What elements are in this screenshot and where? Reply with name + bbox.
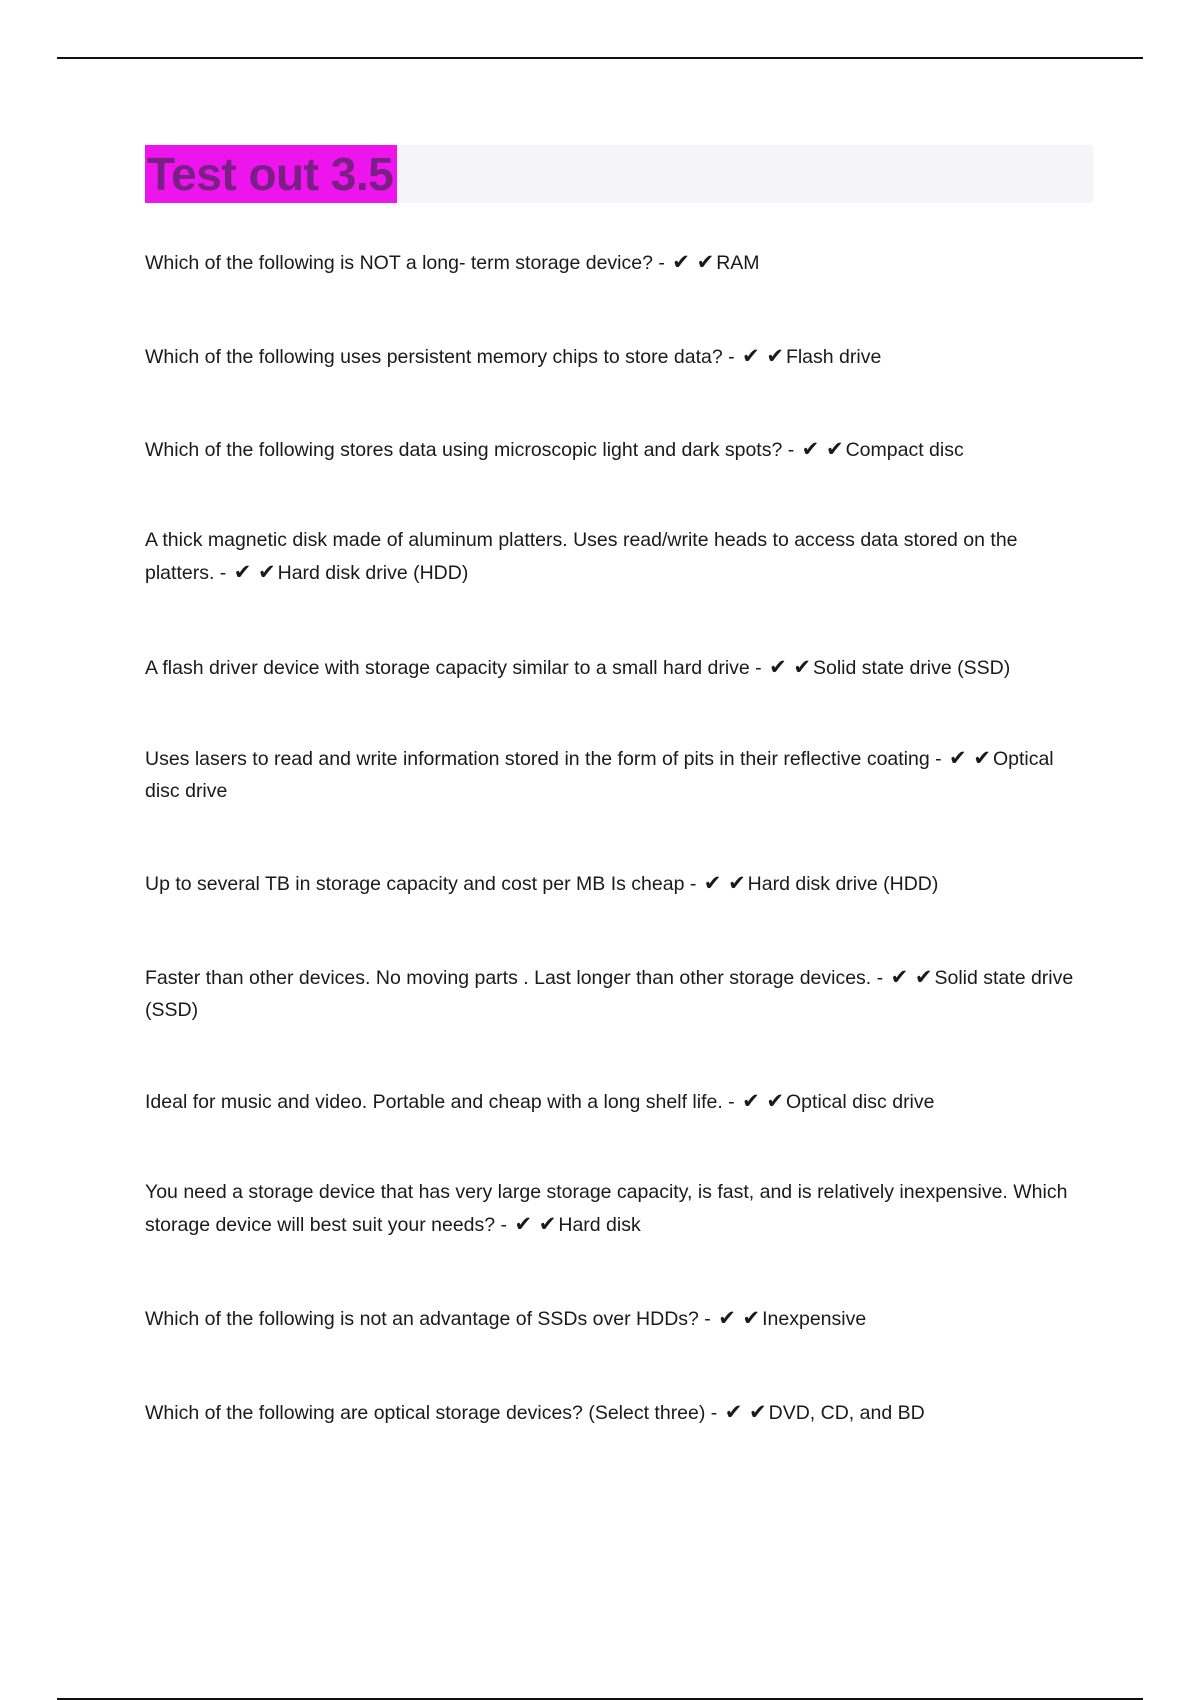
double-check-icon: [672, 250, 714, 274]
question-text: A thick magnetic disk made of aluminum platters. Uses read/write heads to access data stored on the platters.: [145, 529, 1018, 584]
separator: -: [214, 562, 232, 584]
question-text: Uses lasers to read and write information stored in the form of pits in their reflective coating: [145, 748, 930, 770]
check-icon: ✔: [538, 1212, 557, 1236]
check-icon: ✔: [766, 344, 784, 368]
check-icon: ✔: [258, 560, 276, 584]
check-icon: ✔: [742, 1306, 761, 1330]
check-icon: ✔: [825, 437, 844, 461]
double-check-icon: [949, 746, 991, 770]
separator: -: [652, 252, 671, 274]
answer-text: Hard disk drive (HDD): [277, 562, 469, 584]
check-icon: ✔: [233, 560, 252, 584]
check-icon: ✔: [949, 746, 967, 770]
qa-item: [145, 1302, 1085, 1335]
double-check-icon: [891, 965, 933, 989]
answer-text: DVD, CD, and BD: [768, 1402, 925, 1424]
qa-item: [145, 651, 1085, 684]
double-check-icon: [742, 344, 784, 368]
check-icon: ✔: [724, 1400, 743, 1424]
question-text: A flash driver device with storage capacity similar to a small hard drive: [145, 657, 750, 679]
qa-item: [145, 340, 1085, 373]
check-icon: ✔: [769, 655, 787, 679]
answer-text: Solid state drive (SSD): [813, 657, 1011, 679]
check-icon: ✔: [742, 344, 760, 368]
question-text: Which of the following is not an advantage of SSDs over HDDs?: [145, 1308, 699, 1330]
question-text: Ideal for music and video. Portable and cheap with a long shelf life.: [145, 1091, 723, 1113]
question-text: Which of the following stores data using microscopic light and dark spots?: [145, 439, 783, 461]
separator: -: [782, 439, 800, 461]
question-text: Which of the following are optical storage devices? (Select three): [145, 1402, 706, 1424]
separator: -: [722, 1091, 741, 1113]
check-icon: ✔: [766, 1089, 785, 1113]
answer-text: Hard disk: [558, 1214, 641, 1236]
double-check-icon: [802, 437, 844, 461]
check-icon: ✔: [749, 1400, 767, 1424]
separator: -: [722, 346, 741, 368]
check-icon: ✔: [728, 871, 746, 895]
check-icon: ✔: [914, 965, 933, 989]
check-icon: ✔: [801, 437, 820, 461]
double-check-icon: [742, 1089, 784, 1113]
double-check-icon: [234, 560, 276, 584]
qa-item: [145, 867, 1085, 900]
check-icon: ✔: [718, 1306, 736, 1330]
separator: -: [705, 1402, 723, 1424]
check-icon: ✔: [890, 965, 909, 989]
check-icon: ✔: [514, 1212, 533, 1236]
qa-item: [145, 1085, 1085, 1118]
answer-text: Inexpensive: [762, 1308, 867, 1330]
question-text: Which of the following is NOT a long- term storage device?: [145, 252, 653, 274]
question-text: Which of the following uses persistent memory chips to store data?: [145, 346, 723, 368]
check-icon: ✔: [696, 250, 715, 274]
question-text: Up to several TB in storage capacity and cost per MB Is cheap: [145, 873, 685, 895]
qa-item: [145, 1176, 1085, 1241]
question-text: Faster than other devices. No moving parts . Last longer than other storage devices.: [145, 967, 872, 989]
check-icon: ✔: [672, 250, 690, 274]
qa-item: [145, 742, 1085, 807]
separator: -: [929, 748, 948, 770]
answer-text: Optical disc drive: [145, 748, 1054, 802]
double-check-icon: [725, 1400, 767, 1424]
double-check-icon: [704, 871, 746, 895]
double-check-icon: [718, 1306, 760, 1330]
page-title: Test out 3.5: [145, 145, 397, 203]
qa-item: [145, 524, 1085, 589]
separator: -: [495, 1214, 513, 1236]
check-icon: ✔: [793, 655, 811, 679]
top-rule: [57, 57, 1143, 59]
separator: -: [749, 657, 768, 679]
answer-text: Flash drive: [785, 346, 882, 368]
qa-item: [145, 1396, 1085, 1429]
check-icon: ✔: [973, 746, 991, 770]
check-icon: ✔: [703, 871, 722, 895]
check-icon: ✔: [742, 1089, 760, 1113]
double-check-icon: [769, 655, 811, 679]
answer-text: RAM: [716, 252, 760, 274]
answer-text: Optical disc drive: [786, 1091, 935, 1113]
answer-text: Compact disc: [845, 439, 964, 461]
separator: -: [871, 967, 889, 989]
double-check-icon: [514, 1212, 556, 1236]
answer-text: Hard disk drive (HDD): [747, 873, 939, 895]
separator: -: [698, 1308, 717, 1330]
question-text: You need a storage device that has very large storage capacity, is fast, and is relatively inexpensive. Which storage device will best suit your needs?: [145, 1181, 1068, 1236]
separator: -: [684, 873, 702, 895]
qa-item: [145, 433, 1085, 466]
qa-item: [145, 246, 1085, 279]
answer-text: Solid state drive (SSD): [145, 967, 1074, 1021]
qa-item: [145, 961, 1085, 1026]
